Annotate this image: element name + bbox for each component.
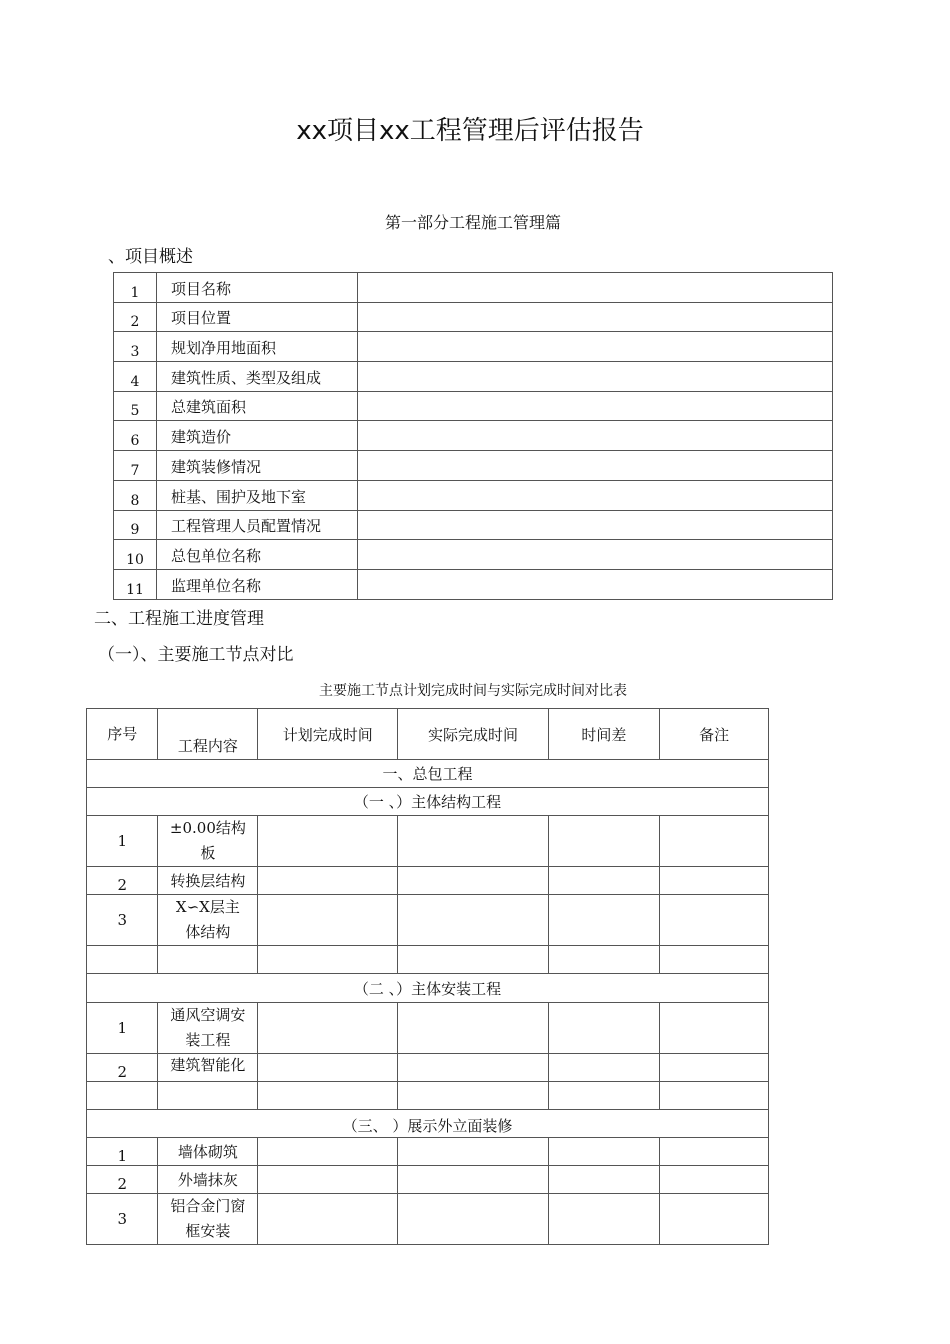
- row-actual[interactable]: [398, 1194, 548, 1245]
- row-planned[interactable]: [258, 895, 398, 946]
- row-label: 规划净用地面积: [157, 332, 358, 362]
- row-num: 6: [114, 421, 157, 451]
- row-num: 5: [114, 391, 157, 421]
- row-num: 2: [114, 302, 157, 332]
- table-row: [114, 540, 833, 570]
- subgroup-row: [87, 974, 769, 1003]
- row-num: 3: [87, 895, 158, 946]
- row-value[interactable]: [358, 273, 833, 303]
- row-num: 1: [87, 816, 158, 867]
- row-content: 通风空调安装工程: [158, 1003, 258, 1054]
- table-row: [114, 480, 833, 510]
- row-num: 1: [114, 273, 157, 303]
- row-actual[interactable]: [398, 1003, 548, 1054]
- row-remark[interactable]: [660, 1003, 769, 1054]
- empty-cell[interactable]: [258, 1082, 398, 1110]
- row-label: 总建筑面积: [157, 391, 358, 421]
- row-planned[interactable]: [258, 1054, 398, 1082]
- row-num: 2: [87, 867, 158, 895]
- row-value[interactable]: [358, 510, 833, 540]
- part-title: 第一部分工程施工管理篇: [384, 213, 561, 232]
- row-num: 11: [114, 569, 157, 599]
- row-num: 3: [87, 1194, 158, 1245]
- subsection-node-comparison: （一）、主要施工节点对比: [98, 645, 294, 665]
- row-content: 铝合金门窗框安装: [158, 1194, 258, 1245]
- group-title: 一、总包工程: [87, 760, 769, 788]
- row-diff[interactable]: [548, 1138, 660, 1166]
- empty-cell[interactable]: [87, 946, 158, 974]
- row-actual[interactable]: [398, 1166, 548, 1194]
- row-planned[interactable]: [258, 816, 398, 867]
- row-content: 外墙抹灰: [158, 1166, 258, 1194]
- row-num: 10: [114, 540, 157, 570]
- row-remark[interactable]: [660, 816, 769, 867]
- header-content: 工程内容: [158, 709, 258, 760]
- row-actual[interactable]: [398, 895, 548, 946]
- table-row: [114, 569, 833, 599]
- subgroup-title-2: （二 、）主体安装工程: [87, 974, 769, 1003]
- row-remark[interactable]: [660, 1166, 769, 1194]
- table-row: [87, 1003, 769, 1054]
- table-row: [87, 895, 769, 946]
- row-label: 建筑性质、类型及组成: [157, 362, 358, 392]
- row-label: 监理单位名称: [157, 569, 358, 599]
- row-content: ±0.00结构板: [158, 816, 258, 867]
- row-label: 项目位置: [157, 302, 358, 332]
- row-remark[interactable]: [660, 867, 769, 895]
- table-caption: 主要施工节点计划完成时间与实际完成时间对比表: [319, 683, 627, 699]
- header-remark: 备注: [660, 709, 769, 760]
- row-remark[interactable]: [660, 1054, 769, 1082]
- empty-cell[interactable]: [398, 1082, 548, 1110]
- row-remark[interactable]: [660, 895, 769, 946]
- empty-cell[interactable]: [87, 1082, 158, 1110]
- table-row: [87, 1138, 769, 1166]
- row-diff[interactable]: [548, 1003, 660, 1054]
- table-row: [114, 451, 833, 481]
- row-diff[interactable]: [548, 1194, 660, 1245]
- row-planned[interactable]: [258, 1003, 398, 1054]
- empty-cell[interactable]: [158, 1082, 258, 1110]
- header-seq: 序号: [87, 709, 158, 760]
- row-value[interactable]: [358, 391, 833, 421]
- empty-cell[interactable]: [258, 946, 398, 974]
- row-label: 工程管理人员配置情况: [157, 510, 358, 540]
- row-diff[interactable]: [548, 816, 660, 867]
- empty-cell[interactable]: [548, 946, 660, 974]
- row-value[interactable]: [358, 362, 833, 392]
- table-row: [114, 391, 833, 421]
- empty-cell[interactable]: [158, 946, 258, 974]
- row-content: 建筑智能化: [158, 1054, 258, 1082]
- empty-cell[interactable]: [660, 1082, 769, 1110]
- header-planned: 计划完成时间: [258, 709, 398, 760]
- project-overview-table: [113, 272, 833, 600]
- row-label: 建筑造价: [157, 421, 358, 451]
- row-planned[interactable]: [258, 1166, 398, 1194]
- row-num: 2: [87, 1054, 158, 1082]
- row-value[interactable]: [358, 421, 833, 451]
- table-row: [87, 1054, 769, 1082]
- row-label: 项目名称: [157, 273, 358, 303]
- subgroup-title-1: （一 、）主体结构工程: [87, 788, 769, 816]
- row-label: 建筑装修情况: [157, 451, 358, 481]
- table-row: [87, 1166, 769, 1194]
- row-num: 8: [114, 480, 157, 510]
- row-content: 墙体砌筑: [158, 1138, 258, 1166]
- row-diff[interactable]: [548, 1166, 660, 1194]
- row-diff[interactable]: [548, 867, 660, 895]
- table-row: [114, 273, 833, 303]
- empty-row: [87, 946, 769, 974]
- subgroup-row: [87, 1110, 769, 1138]
- row-actual[interactable]: [398, 1054, 548, 1082]
- row-content: 转换层结构: [158, 867, 258, 895]
- row-value[interactable]: [358, 480, 833, 510]
- row-actual[interactable]: [398, 867, 548, 895]
- table-row: [114, 421, 833, 451]
- row-content: X∽X层主体结构: [158, 895, 258, 946]
- row-diff[interactable]: [548, 1054, 660, 1082]
- table-row: [114, 302, 833, 332]
- row-value[interactable]: [358, 332, 833, 362]
- table-row: [114, 332, 833, 362]
- row-label: 总包单位名称: [157, 540, 358, 570]
- subgroup-row: [87, 788, 769, 816]
- row-num: 9: [114, 510, 157, 540]
- table-row: [87, 816, 769, 867]
- row-num: 4: [114, 362, 157, 392]
- group-row: [87, 760, 769, 788]
- subgroup-title-3: （三、 ）展示外立面装修: [87, 1110, 769, 1138]
- row-num: 1: [87, 1003, 158, 1054]
- row-label: 桩基、围护及地下室: [157, 480, 358, 510]
- row-value[interactable]: [358, 302, 833, 332]
- section-project-overview: 、项目概述: [108, 247, 193, 267]
- row-remark[interactable]: [660, 1194, 769, 1245]
- table-header-row: [87, 709, 769, 760]
- section-progress-management: 二、工程施工进度管理: [94, 609, 264, 629]
- header-diff: 时间差: [548, 709, 660, 760]
- row-remark[interactable]: [660, 1138, 769, 1166]
- row-diff[interactable]: [548, 895, 660, 946]
- row-value[interactable]: [358, 451, 833, 481]
- document-title: xx项目xx工程管理后评估报告: [296, 116, 644, 146]
- row-planned[interactable]: [258, 1138, 398, 1166]
- empty-row: [87, 1082, 769, 1110]
- empty-cell[interactable]: [398, 946, 548, 974]
- row-planned[interactable]: [258, 867, 398, 895]
- header-actual: 实际完成时间: [398, 709, 548, 760]
- row-value[interactable]: [358, 540, 833, 570]
- row-value[interactable]: [358, 569, 833, 599]
- table-row: [87, 867, 769, 895]
- empty-cell[interactable]: [548, 1082, 660, 1110]
- row-planned[interactable]: [258, 1194, 398, 1245]
- table-row: [114, 362, 833, 392]
- row-num: 2: [87, 1166, 158, 1194]
- table-row: [114, 510, 833, 540]
- row-num: 1: [87, 1138, 158, 1166]
- row-actual[interactable]: [398, 1138, 548, 1166]
- node-comparison-table: [86, 708, 769, 1245]
- row-num: 7: [114, 451, 157, 481]
- row-actual[interactable]: [398, 816, 548, 867]
- row-num: 3: [114, 332, 157, 362]
- table-row: [87, 1194, 769, 1245]
- empty-cell[interactable]: [660, 946, 769, 974]
